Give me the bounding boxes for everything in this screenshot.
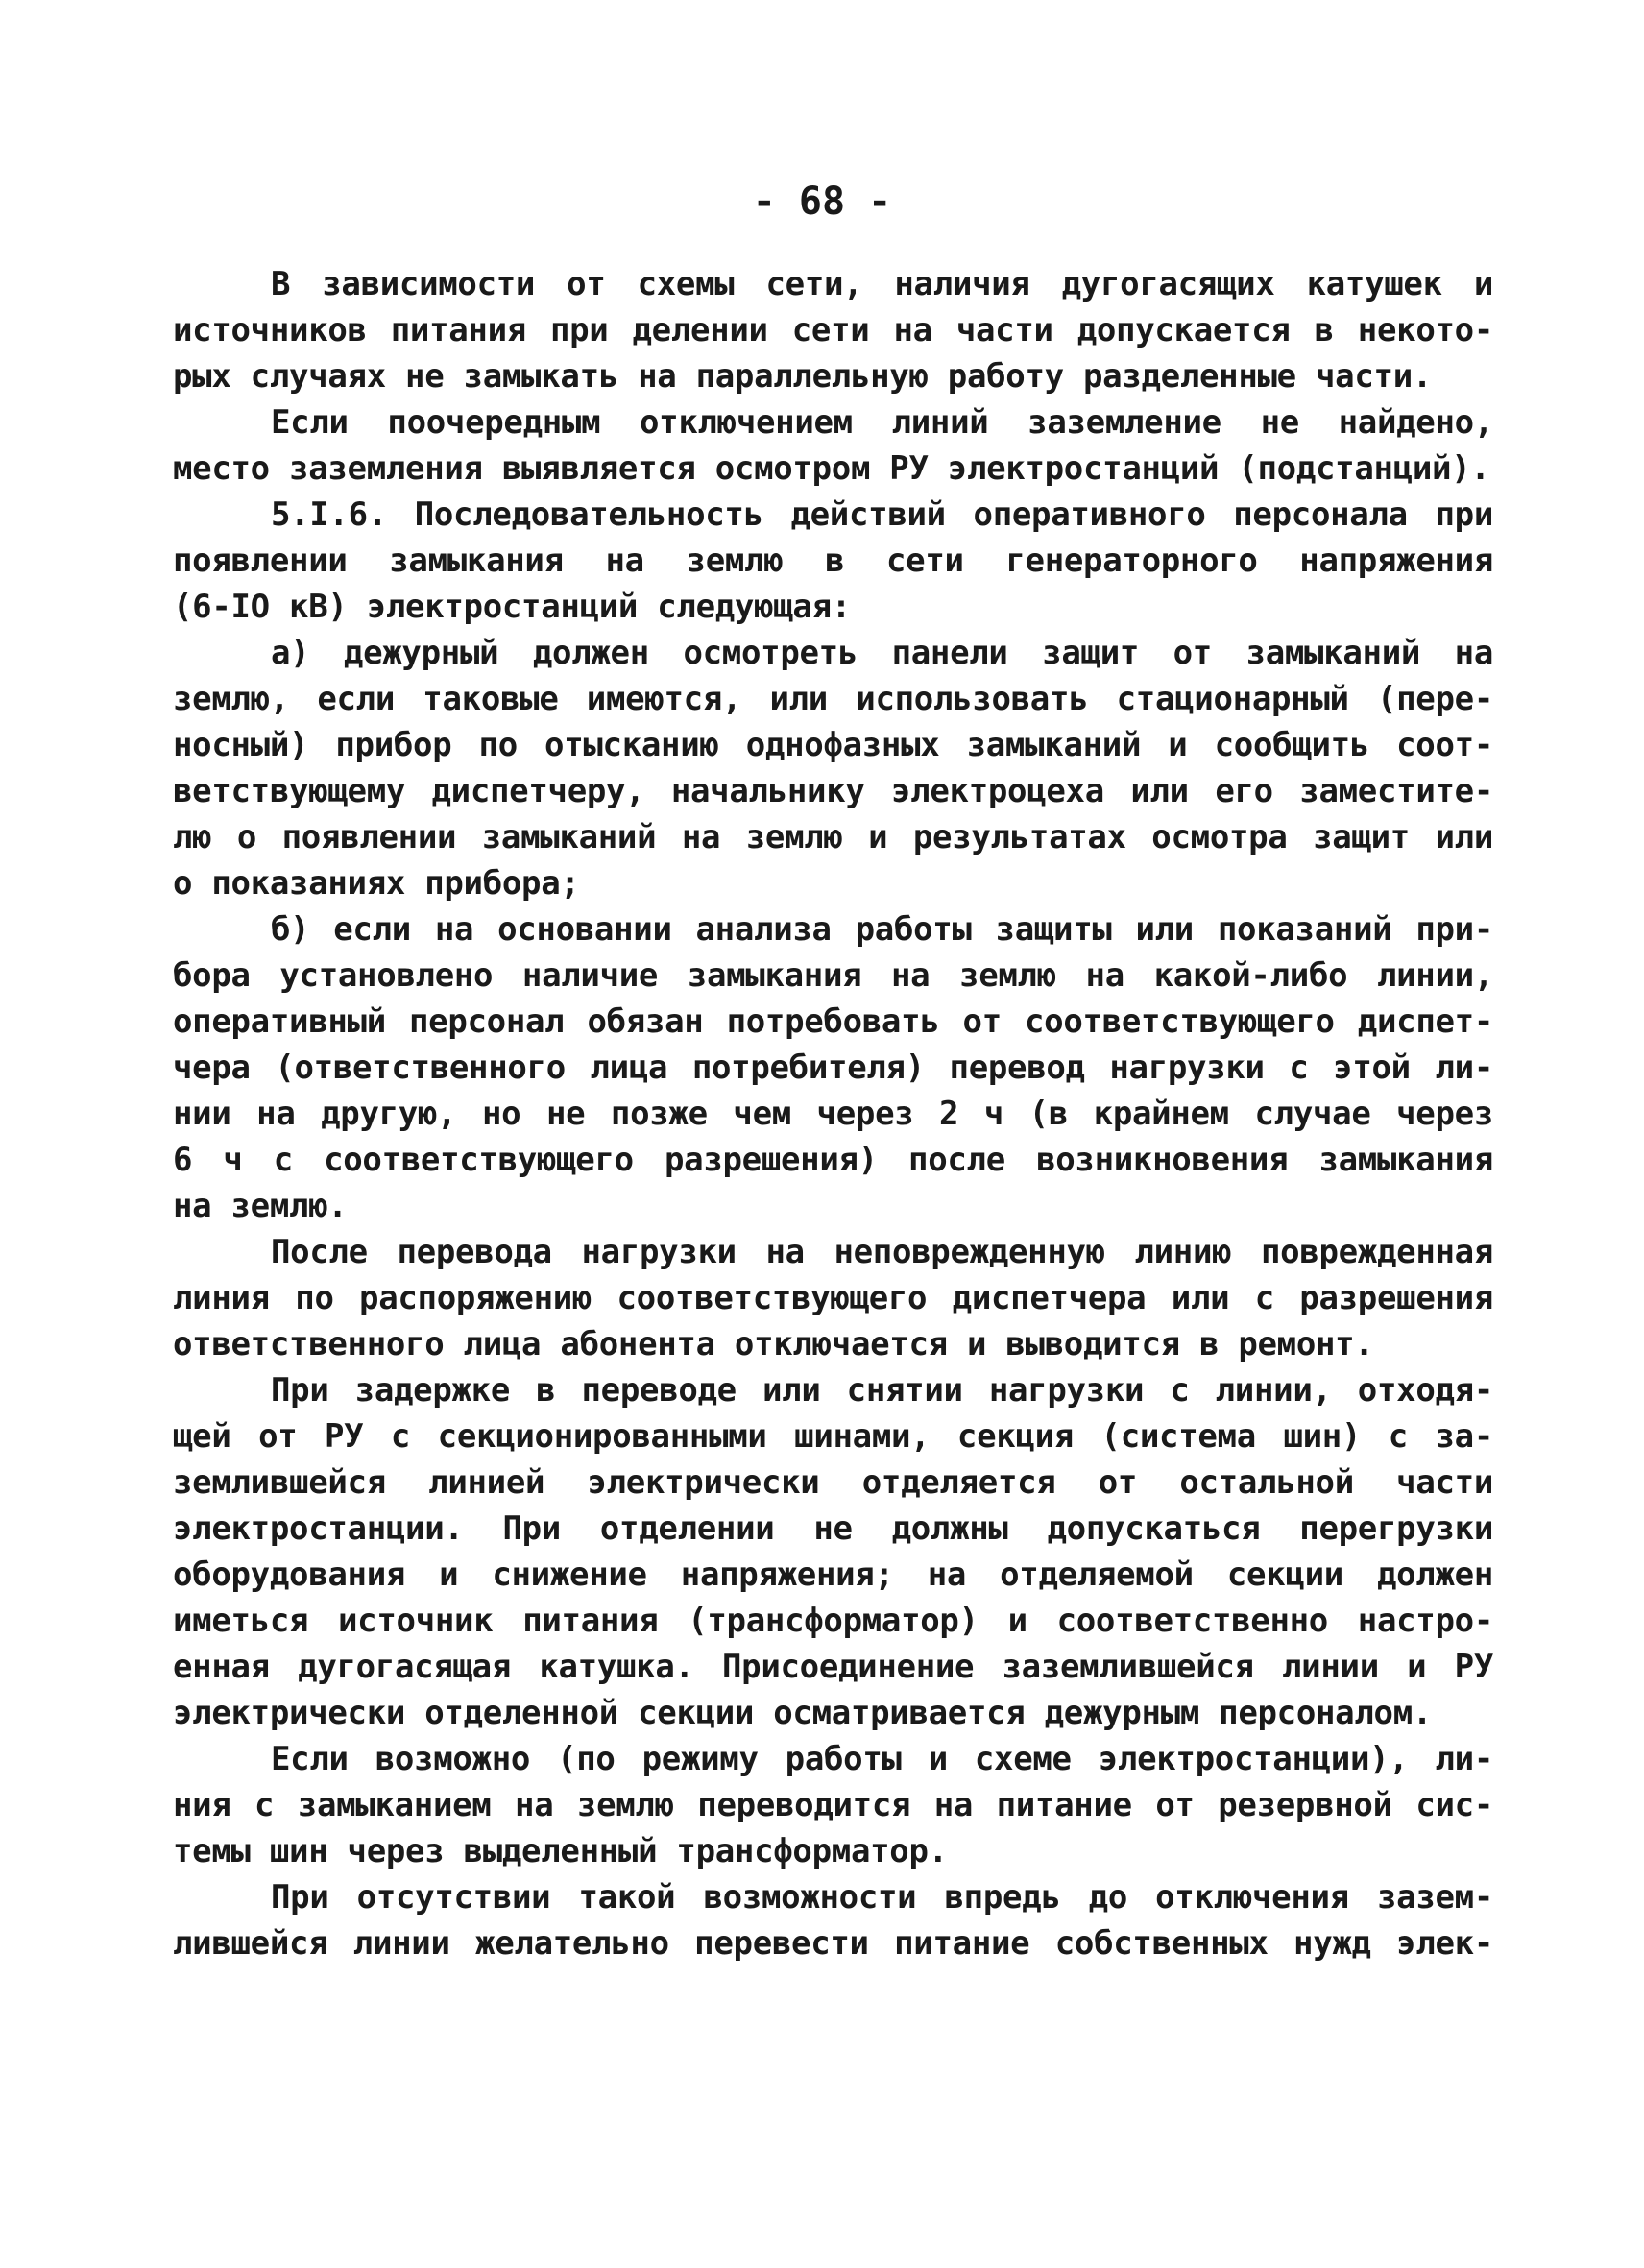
text-line: оборудования и снижение напряжения; на отделяемой секции должен <box>173 1556 1493 1594</box>
text-line: появлении замыкания на землю в сети генераторного напряжения <box>173 542 1493 580</box>
text-line: При отсутствии такой возможности впредь до отключения зазем- <box>271 1878 1493 1917</box>
text-line: электростанции. При отделении не должны допускаться перегрузки <box>173 1509 1493 1548</box>
text-line: 5.I.6. Последовательность действий оперативного персонала при <box>271 495 1493 534</box>
text-line: бора установлено наличие замыкания на землю на какой-либо линии, <box>173 956 1493 995</box>
text-line: оперативный персонал обязан потребовать от соответствующего диспет- <box>173 1002 1493 1041</box>
text-line: чера (ответственного лица потребителя) перевод нагрузки с этой ли- <box>173 1049 1493 1087</box>
text-line: о показаниях прибора; <box>173 864 580 903</box>
text-line: электрически отделенной секции осматривается дежурным персоналом. <box>173 1694 1433 1732</box>
text-line: ветствующему диспетчеру, начальнику электроцеха или его заместите- <box>173 772 1493 810</box>
text-line: После перевода нагрузки на неповрежденную линию поврежденная <box>271 1233 1493 1271</box>
text-line: землю, если таковые имеются, или использовать стационарный (пере- <box>173 680 1493 718</box>
text-line: лю о появлении замыканий на землю и результатах осмотра защит или <box>173 818 1493 857</box>
text-line: носный) прибор по отысканию однофазных замыканий и сообщить соот- <box>173 726 1493 764</box>
text-line: землившейся линией электрически отделяется от остальной части <box>173 1463 1493 1502</box>
text-line: В зависимости от схемы сети, наличия дугогасящих катушек и <box>271 265 1493 303</box>
text-line: (6-IO кВ) электростанций следующая: <box>173 588 851 626</box>
text-line: линия по распоряжению соответствующего диспетчера или с разрешения <box>173 1279 1493 1317</box>
text-line: иметься источник питания (трансформатор) и соответственно настро- <box>173 1602 1493 1640</box>
text-line: Если поочередным отключением линий заземление не найдено, <box>271 403 1493 442</box>
text-line: щей от РУ с секционированными шинами, секция (система шин) с за- <box>173 1417 1493 1456</box>
text-line: место заземления выявляется осмотром РУ электростанций (подстанций). <box>173 449 1490 488</box>
text-line: Если возможно (по режиму работы и схеме электростанции), ли- <box>271 1740 1493 1778</box>
text-line: ответственного лица абонента отключается и выводится в ремонт. <box>173 1325 1374 1363</box>
text-line: источников питания при делении сети на части допускается в некото- <box>173 311 1493 350</box>
text-line: а) дежурный должен осмотреть панели защит от замыканий на <box>271 634 1493 672</box>
text-line: енная дугогасящая катушка. Присоединение заземлившейся линии и РУ <box>173 1648 1493 1686</box>
text-line: на землю. <box>173 1187 348 1225</box>
page-number: - 68 - <box>752 180 892 224</box>
text-line: нии на другую, но не позже чем через 2 ч (в крайнем случае через <box>173 1095 1493 1133</box>
text-line: рых случаях не замыкать на параллельную работу разделенные части. <box>173 357 1433 396</box>
text-line: темы шин через выделенный трансформатор. <box>173 1832 948 1870</box>
text-line: ния с замыканием на землю переводится на питание от резервной сис- <box>173 1786 1493 1824</box>
text-line: б) если на основании анализа работы защиты или показаний при- <box>271 910 1493 949</box>
text-line: При задержке в переводе или снятии нагрузки с линии, отходя- <box>271 1371 1493 1410</box>
document-body <box>173 261 1493 1966</box>
text-line: лившейся линии желательно перевести питание собственных нужд элек- <box>173 1924 1493 1963</box>
text-line: 6 ч с соответствующего разрешения) после возникновения замыкания <box>173 1141 1493 1179</box>
